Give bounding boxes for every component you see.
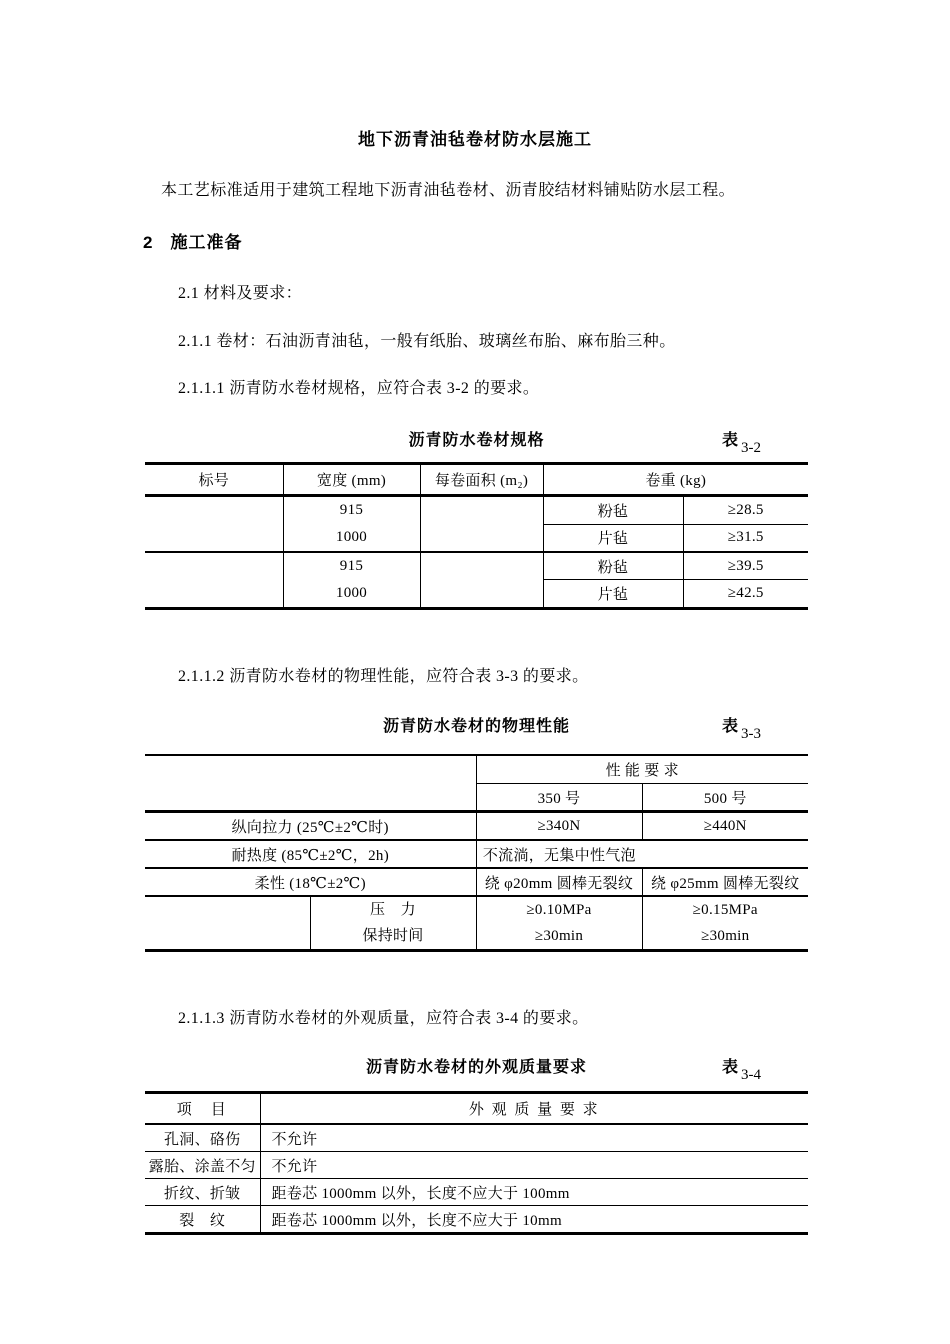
table-3-4 (145, 1091, 808, 1235)
cell-area (420, 552, 543, 609)
cell-value-500: ≥440N (642, 812, 808, 841)
table-3-3-caption-text: 沥青防水卷材的物理性能 (382, 718, 570, 735)
table-3-2-caption (145, 427, 808, 457)
cell-value-500 (642, 896, 808, 951)
table-row (145, 1206, 808, 1234)
cell-roll-weight: ≥39.5 (683, 552, 808, 580)
table-row (145, 1179, 808, 1206)
cell-roll-weight: ≥31.5 (683, 524, 808, 552)
table-row (145, 1093, 808, 1125)
cell-width-value: 915 (339, 502, 364, 518)
header-cell-width: 宽度 (mm) (283, 464, 420, 496)
section-title: 施工准备 (170, 233, 243, 252)
table-row (145, 755, 808, 784)
table-3-3-label (722, 713, 762, 742)
cell-value-500: 绕 φ25mm 圆棒无裂纹 (642, 868, 808, 896)
table-3-3-label-char: 表 (722, 718, 739, 735)
table-row (145, 552, 808, 580)
header-cell-350: 350 号 (476, 784, 642, 812)
cell-width-value: 1000 (335, 585, 368, 601)
cell-property: 纵向拉力 (25℃±2℃时) (145, 812, 476, 841)
header-cell-requirement: 外 观 质 量 要 求 (260, 1093, 808, 1125)
table-3-3-caption (145, 713, 808, 743)
header-cell-grade: 标号 (145, 464, 283, 496)
header-cell-item: 项 目 (145, 1093, 260, 1125)
cell-value-350: 绕 φ20mm 圆棒无裂纹 (476, 868, 642, 896)
table-3-3-label-number: 3-3 (741, 726, 762, 742)
cell-roll-weight: ≥28.5 (683, 496, 808, 525)
paragraph-2-1-1-3: 2.1.1.3 沥青防水卷材的外观质量，应符合表 3-4 的要求。 (178, 1010, 589, 1027)
cell-requirement: 距卷芯 1000mm 以外，长度不应大于 10mm (271, 1212, 562, 1229)
cell-holdtime-500: ≥30min (701, 928, 750, 944)
header-cell-performance: 性 能 要 求 (476, 755, 808, 784)
cell-requirement: 距卷芯 1000mm 以外，长度不应大于 100mm (260, 1179, 808, 1206)
cell-pressure-350: ≥0.10MPa (526, 902, 592, 918)
paragraph-2-1-1-1: 2.1.1.1 沥青防水卷材规格，应符合表 3-2 的要求。 (178, 380, 540, 397)
table-row (145, 812, 808, 841)
cell-holdtime-350: ≥30min (534, 928, 584, 944)
cell-area (420, 496, 543, 553)
cell-felt-type: 粉毡 (543, 552, 683, 580)
table-row (145, 868, 808, 896)
cell-item: 裂 纹 (145, 1206, 260, 1234)
table-3-4-caption-text: 沥青防水卷材的外观质量要求 (365, 1059, 587, 1076)
cell-property: 耐热度 (85℃±2℃，2h) (145, 840, 476, 868)
cell-widths (283, 496, 420, 553)
cell-property: 柔性 (18℃±2℃) (145, 868, 476, 896)
cell-item: 露胎、涂盖不匀 (145, 1152, 260, 1179)
cell-felt-type: 片毡 (543, 580, 683, 609)
cell-item: 折纹、折皱 (145, 1179, 260, 1206)
header-cell-blank (145, 755, 476, 812)
intro-paragraph: 本工艺标准适用于建筑工程地下沥青油毡卷材、沥青胶结材料铺贴防水层工程。 (161, 182, 736, 199)
cell-widths (283, 552, 420, 609)
paragraph-2-1-1-2: 2.1.1.2 沥青防水卷材的物理性能，应符合表 3-3 的要求。 (178, 668, 589, 685)
table-3-2 (145, 462, 808, 610)
cell-roll-weight: ≥42.5 (727, 585, 764, 602)
cell-value-350 (476, 896, 642, 951)
cell-holdtime-label: 保持时间 (362, 928, 424, 944)
table-row (145, 496, 808, 525)
header-cell-weight: 卷重 (kg) (543, 464, 808, 496)
table-row (145, 1124, 808, 1152)
cell-value-350: 不流淌，无集中性气泡 (482, 847, 636, 864)
cell-value-350: ≥340N (476, 812, 642, 841)
cell-width-value: 1000 (335, 529, 368, 545)
section-heading (143, 228, 242, 253)
table-row (145, 464, 808, 496)
table-3-4-label (722, 1054, 762, 1083)
cell-felt-type: 片毡 (543, 524, 683, 552)
cell-requirement: 不允许 (260, 1124, 808, 1152)
cell-width-value: 915 (339, 558, 364, 574)
table-3-2-label-char: 表 (722, 432, 739, 449)
table-3-2-label-number: 3-2 (741, 440, 762, 456)
table-3-2-caption-text: 沥青防水卷材规格 (408, 432, 545, 449)
cell-sub-properties (310, 896, 476, 951)
page-title: 地下沥青油毡卷材防水层施工 (358, 130, 592, 149)
paragraph-2-1: 2.1 材料及要求： (178, 285, 303, 302)
cell-item: 孔洞、硌伤 (145, 1124, 260, 1152)
table-3-4-label-number: 3-4 (741, 1067, 762, 1083)
cell-grade (145, 496, 283, 553)
section-number: 2 (143, 233, 154, 252)
table-row (145, 1152, 808, 1179)
cell-requirement: 不允许 (260, 1152, 808, 1179)
cell-grade (145, 552, 283, 609)
cell-value-merged (476, 840, 808, 868)
paragraph-2-1-1: 2.1.1 卷材：石油沥青油毡，一般有纸胎、玻璃丝布胎、麻布胎三种。 (178, 333, 676, 350)
cell-blank (145, 896, 310, 951)
table-3-2-label (722, 427, 762, 456)
cell-pressure-label: 压 力 (370, 902, 416, 918)
header-cell-area: 每卷面积 (m₂) (420, 464, 543, 496)
table-row (145, 896, 808, 951)
header-cell-500: 500 号 (642, 784, 808, 812)
table-3-4-label-char: 表 (722, 1059, 739, 1076)
table-row (145, 840, 808, 868)
table-3-4-caption (145, 1054, 808, 1084)
cell-felt-type: 粉毡 (543, 496, 683, 525)
cell-pressure-500: ≥0.15MPa (692, 902, 758, 918)
table-3-3 (145, 754, 808, 952)
